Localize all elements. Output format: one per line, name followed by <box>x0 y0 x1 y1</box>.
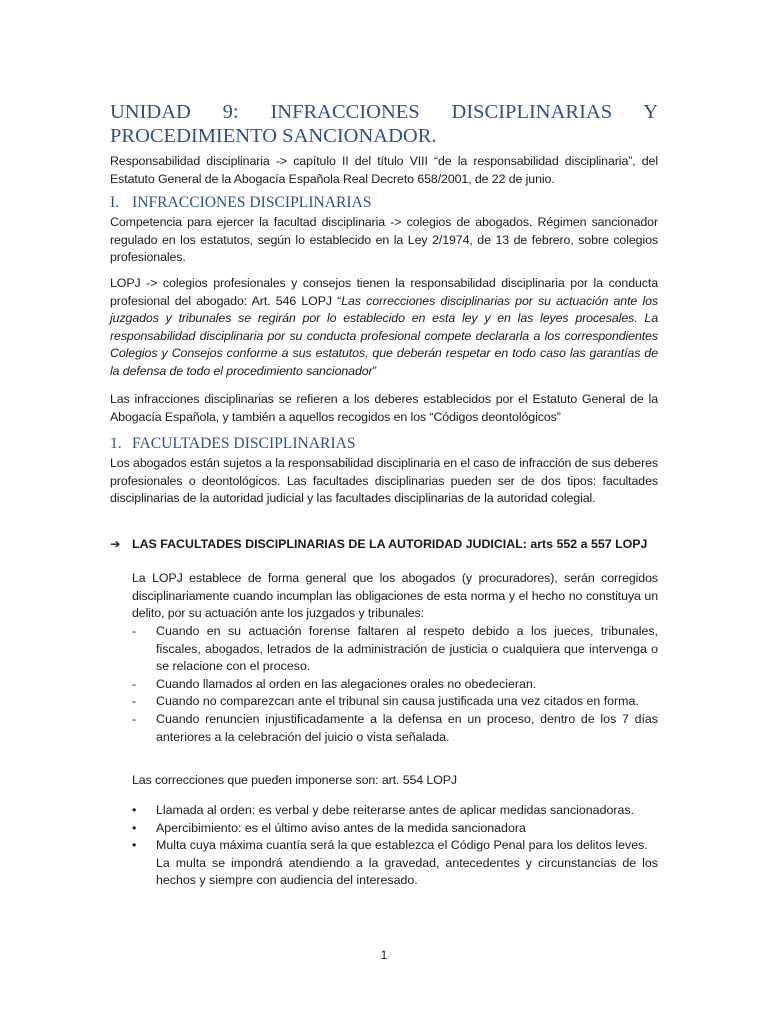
art-546-quote: Las correcciones disciplinarias por su actuación ante los juzgados y tribunales se regirán por lo establecido en esta ley y en las leyes procesales. La responsabilidad disciplinaria por su conducta profesional compete declararla a los correspondientes Colegios y Consejos conforme a sus estatutos, que deberán respetar en todo caso las garantías de la defensa de todo el procedimiento sancionador <box>110 293 658 378</box>
competencia-paragraph: Competencia para ejercer la facultad disciplinaria -> colegios de abogados. Régimen sancionador regulado en los estatutos, según lo establecido en la Ley 2/1974, de 13 de febrero, sobre colegios profesionales. <box>110 215 658 265</box>
facultades-paragraph: Los abogados están sujetos a la responsabilidad disciplinaria en el caso de infracción de sus deberes profesionales o deontológicos. Las facultades disciplinarias pueden ser de dos tipos: facultades disciplinarias de la autoridad judicial y las facultades disciplinarias de la autoridad colegial. <box>110 456 658 506</box>
autoridad-judicial-heading <box>110 536 647 553</box>
lopj-lead-text: LOPJ -> colegios profesionales y consejos tienen la responsabilidad disciplinaria por la conducta profesional del abogado: Art. 546 LOPJ “ <box>110 276 658 308</box>
list-item-continuation: La multa se impondrá atendiendo a la gravedad, antecedentes y circunstancias de los hechos y siempre con audiencia del interesado. <box>156 855 658 888</box>
list-item: • Apercibimiento: es el último aviso antes de la medida sancionadora <box>132 820 658 838</box>
list-item: - Cuando en su actuación forense faltaren al respeto debido a los jueces, tribunales, fiscales, abogados, letrados de la administración de justicia o cualquiera que intervenga o se relacione con el proceso. <box>132 624 658 674</box>
dash-marker: - <box>132 676 137 691</box>
list-item: - Cuando llamados al orden en las alegaciones orales no obedecieran. <box>132 676 658 694</box>
dash-marker: - <box>132 711 137 726</box>
infracciones-paragraph: Las infracciones disciplinarias se refieren a los deberes establecidos por el Estatuto General de la Abogacía Española, y también a aquellos recogidos en los “Códigos deontológicos” <box>110 392 658 424</box>
section-heading-facultades <box>110 435 356 453</box>
dash-marker: - <box>132 624 137 638</box>
section-title: INFRACCIONES DISCIPLINARIAS <box>132 194 372 211</box>
page-number: 1 <box>380 948 388 962</box>
bullet-marker: • <box>132 838 137 853</box>
dash-marker: - <box>132 694 137 709</box>
bullet-marker: • <box>132 803 137 817</box>
list-item: • Multa cuya máxima cuantía será la que establezca el Código Penal para los delitos leves. <box>132 837 658 855</box>
lopj-general-paragraph: La LOPJ establece de forma general que los abogados (y procuradores), serán corregidos disciplinariamente cuando incumplan las obligaciones de esta norma y el hecho no constituya un delito, por su actuación ante los juzgados y tribunales: <box>132 571 658 621</box>
autoridad-judicial-title: LAS FACULTADES DISCIPLINARIAS DE LA AUTORIDAD JUDICIAL: arts 552 a 557 LOPJ <box>132 537 648 551</box>
section-number: I. <box>110 194 120 211</box>
list-item: - Cuando renuncien injustificadamente a la defensa en un proceso, dentro de los 7 días anteriores a la celebración del juicio o vista señalada. <box>132 711 658 744</box>
list-item: - Cuando no comparezcan ante el tribunal sin causa justificada una vez citados en forma. <box>132 693 658 711</box>
intro-paragraph: Responsabilidad disciplinaria -> capítulo II del título VIII “de la responsabilidad disciplinaria”, del Estatuto General de la Abogacía Española Real Decreto 658/2001, de 22 de junio. <box>110 154 658 186</box>
bullet-marker: • <box>132 820 137 835</box>
page-title: UNIDAD 9: INFRACCIONES DISCIPLINARIAS Y PROCEDIMIENTO SANCIONADOR. <box>110 101 658 147</box>
dash-list <box>132 623 658 746</box>
correcciones-paragraph: Las correcciones que pueden imponerse son: art. 554 LOPJ <box>132 773 458 787</box>
section-heading-infracciones <box>110 194 372 212</box>
lopj-paragraph <box>110 275 658 381</box>
section-title: FACULTADES DISCIPLINARIAS <box>132 435 356 452</box>
arrow-right-icon: ➔ <box>110 537 121 551</box>
section-number: 1. <box>110 435 122 452</box>
quote-close: ” <box>372 363 377 378</box>
list-item: • Llamada al orden: es verbal y debe reiterarse antes de aplicar medidas sancionadoras. <box>132 802 658 820</box>
bullet-list <box>132 802 658 890</box>
